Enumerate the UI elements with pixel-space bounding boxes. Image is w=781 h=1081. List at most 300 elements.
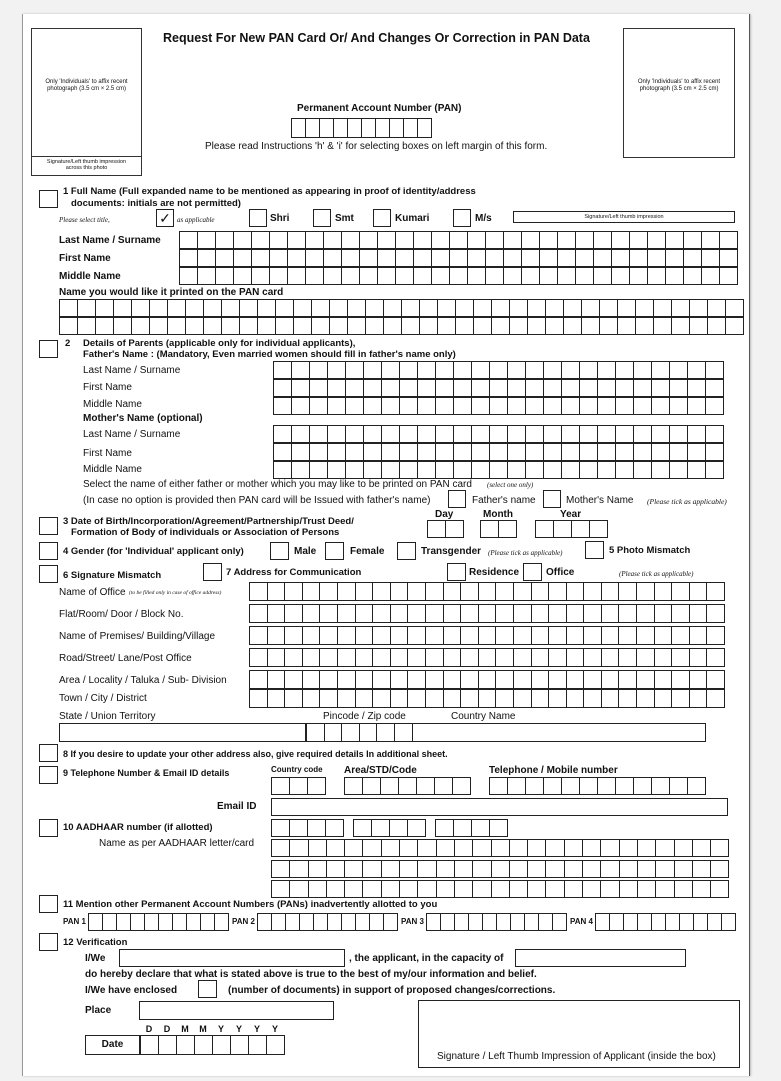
- char-cell[interactable]: [544, 397, 562, 415]
- char-cell[interactable]: [637, 670, 655, 689]
- char-cell[interactable]: [562, 425, 580, 443]
- char-cell[interactable]: [634, 777, 652, 795]
- char-cell[interactable]: [469, 913, 483, 931]
- char-cell[interactable]: [690, 648, 708, 667]
- char-cell[interactable]: [540, 267, 558, 285]
- char-cell[interactable]: [690, 689, 708, 708]
- char-cell[interactable]: [454, 425, 472, 443]
- char-cell[interactable]: [285, 626, 303, 645]
- section7-margin-box[interactable]: [203, 563, 222, 581]
- country-input[interactable]: [412, 723, 706, 742]
- char-cell[interactable]: [258, 913, 272, 931]
- char-cell[interactable]: [308, 777, 326, 795]
- char-cell[interactable]: [428, 520, 446, 538]
- char-cell[interactable]: [320, 118, 334, 138]
- char-cell[interactable]: [720, 231, 738, 249]
- char-cell[interactable]: [562, 361, 580, 379]
- section3-margin-box[interactable]: [39, 517, 58, 535]
- char-cell[interactable]: [250, 582, 268, 601]
- char-cell[interactable]: [342, 913, 356, 931]
- char-cell[interactable]: [511, 913, 525, 931]
- aadhaar-boxes-1[interactable]: [271, 819, 344, 837]
- char-cell[interactable]: [395, 723, 413, 742]
- char-cell[interactable]: [504, 267, 522, 285]
- char-cell[interactable]: [468, 267, 486, 285]
- char-cell[interactable]: [522, 231, 540, 249]
- char-cell[interactable]: [320, 626, 338, 645]
- char-cell[interactable]: [320, 670, 338, 689]
- char-cell[interactable]: [78, 299, 96, 317]
- char-cell[interactable]: [96, 317, 114, 335]
- char-cell[interactable]: [384, 913, 398, 931]
- char-cell[interactable]: [330, 299, 348, 317]
- char-cell[interactable]: [180, 231, 198, 249]
- char-cell[interactable]: [684, 267, 702, 285]
- char-cell[interactable]: [528, 860, 546, 878]
- place-input[interactable]: [139, 1001, 334, 1020]
- char-cell[interactable]: [373, 626, 391, 645]
- char-cell[interactable]: [544, 443, 562, 461]
- char-cell[interactable]: [722, 913, 736, 931]
- char-cell[interactable]: [418, 461, 436, 479]
- char-cell[interactable]: [300, 913, 314, 931]
- char-cell[interactable]: [345, 839, 363, 857]
- char-cell[interactable]: [455, 880, 473, 898]
- char-cell[interactable]: [437, 880, 455, 898]
- char-cell[interactable]: [303, 626, 321, 645]
- char-cell[interactable]: [584, 689, 602, 708]
- char-cell[interactable]: [473, 839, 491, 857]
- char-cell[interactable]: [338, 604, 356, 623]
- char-cell[interactable]: [565, 860, 583, 878]
- char-cell[interactable]: [544, 461, 562, 479]
- char-cell[interactable]: [231, 1035, 249, 1055]
- char-cell[interactable]: [328, 361, 346, 379]
- char-cell[interactable]: [630, 231, 648, 249]
- char-cell[interactable]: [666, 249, 684, 267]
- char-cell[interactable]: [706, 461, 724, 479]
- char-cell[interactable]: [461, 670, 479, 689]
- char-cell[interactable]: [694, 913, 708, 931]
- char-cell[interactable]: [461, 626, 479, 645]
- char-cell[interactable]: [145, 913, 159, 931]
- char-cell[interactable]: [707, 626, 725, 645]
- char-cell[interactable]: [672, 317, 690, 335]
- char-cell[interactable]: [544, 425, 562, 443]
- char-cell[interactable]: [268, 670, 286, 689]
- char-cell[interactable]: [454, 461, 472, 479]
- char-cell[interactable]: [455, 839, 473, 857]
- char-cell[interactable]: [490, 777, 508, 795]
- char-cell[interactable]: [472, 397, 490, 415]
- char-cell[interactable]: [366, 317, 384, 335]
- char-cell[interactable]: [652, 379, 670, 397]
- char-cell[interactable]: [620, 880, 638, 898]
- char-cell[interactable]: [564, 299, 582, 317]
- char-cell[interactable]: [408, 604, 426, 623]
- char-cell[interactable]: [688, 397, 706, 415]
- char-cell[interactable]: [526, 461, 544, 479]
- char-cell[interactable]: [580, 361, 598, 379]
- char-cell[interactable]: [117, 913, 131, 931]
- char-cell[interactable]: [285, 604, 303, 623]
- char-cell[interactable]: [598, 397, 616, 415]
- printed-name-boxes-row2[interactable]: [59, 317, 744, 335]
- char-cell[interactable]: [711, 880, 729, 898]
- char-cell[interactable]: [472, 361, 490, 379]
- gender-male-checkbox[interactable]: [270, 542, 289, 560]
- char-cell[interactable]: [616, 443, 634, 461]
- signature-strip-right[interactable]: [513, 211, 735, 223]
- char-cell[interactable]: [250, 626, 268, 645]
- char-cell[interactable]: [453, 777, 471, 795]
- char-cell[interactable]: [526, 443, 544, 461]
- char-cell[interactable]: [303, 670, 321, 689]
- char-cell[interactable]: [666, 267, 684, 285]
- char-cell[interactable]: [159, 913, 173, 931]
- char-cell[interactable]: [310, 443, 328, 461]
- char-cell[interactable]: [306, 249, 324, 267]
- char-cell[interactable]: [602, 604, 620, 623]
- char-cell[interactable]: [436, 425, 454, 443]
- char-cell[interactable]: [309, 839, 327, 857]
- char-cell[interactable]: [274, 443, 292, 461]
- char-cell[interactable]: [540, 231, 558, 249]
- pan3-boxes[interactable]: [426, 913, 567, 931]
- char-cell[interactable]: [437, 839, 455, 857]
- char-cell[interactable]: [526, 379, 544, 397]
- char-cell[interactable]: [348, 317, 366, 335]
- char-cell[interactable]: [364, 379, 382, 397]
- char-cell[interactable]: [438, 299, 456, 317]
- char-cell[interactable]: [474, 317, 492, 335]
- char-cell[interactable]: [288, 267, 306, 285]
- char-cell[interactable]: [473, 860, 491, 878]
- char-cell[interactable]: [216, 249, 234, 267]
- char-cell[interactable]: [288, 231, 306, 249]
- char-cell[interactable]: [186, 317, 204, 335]
- char-cell[interactable]: [638, 860, 656, 878]
- char-cell[interactable]: [290, 839, 308, 857]
- char-cell[interactable]: [276, 317, 294, 335]
- section11-margin-box[interactable]: [39, 895, 58, 913]
- char-cell[interactable]: [616, 397, 634, 415]
- char-cell[interactable]: [580, 397, 598, 415]
- char-cell[interactable]: [652, 461, 670, 479]
- char-cell[interactable]: [510, 880, 528, 898]
- char-cell[interactable]: [270, 231, 288, 249]
- char-cell[interactable]: [342, 231, 360, 249]
- char-cell[interactable]: [504, 249, 522, 267]
- char-cell[interactable]: [584, 582, 602, 601]
- char-cell[interactable]: [307, 723, 325, 742]
- char-cell[interactable]: [330, 317, 348, 335]
- char-cell[interactable]: [268, 648, 286, 667]
- char-cell[interactable]: [580, 443, 598, 461]
- char-cell[interactable]: [618, 317, 636, 335]
- char-cell[interactable]: [654, 299, 672, 317]
- char-cell[interactable]: [549, 670, 567, 689]
- char-cell[interactable]: [391, 582, 409, 601]
- char-cell[interactable]: [711, 839, 729, 857]
- char-cell[interactable]: [272, 860, 290, 878]
- char-cell[interactable]: [414, 249, 432, 267]
- char-cell[interactable]: [670, 777, 688, 795]
- char-cell[interactable]: [690, 299, 708, 317]
- char-cell[interactable]: [327, 880, 345, 898]
- char-cell[interactable]: [652, 443, 670, 461]
- char-cell[interactable]: [114, 317, 132, 335]
- char-cell[interactable]: [562, 397, 580, 415]
- char-cell[interactable]: [580, 461, 598, 479]
- char-cell[interactable]: [384, 317, 402, 335]
- char-cell[interactable]: [602, 670, 620, 689]
- char-cell[interactable]: [693, 860, 711, 878]
- char-cell[interactable]: [274, 461, 292, 479]
- father-name-checkbox[interactable]: [448, 490, 466, 508]
- char-cell[interactable]: [492, 317, 510, 335]
- char-cell[interactable]: [619, 626, 637, 645]
- char-cell[interactable]: [461, 648, 479, 667]
- char-cell[interactable]: [342, 723, 360, 742]
- char-cell[interactable]: [320, 604, 338, 623]
- char-cell[interactable]: [702, 231, 720, 249]
- char-cell[interactable]: [655, 582, 673, 601]
- char-cell[interactable]: [441, 913, 455, 931]
- char-cell[interactable]: [656, 860, 674, 878]
- char-cell[interactable]: [378, 249, 396, 267]
- char-cell[interactable]: [168, 299, 186, 317]
- char-cell[interactable]: [234, 249, 252, 267]
- dob-month-boxes[interactable]: [480, 520, 517, 538]
- char-cell[interactable]: [706, 379, 724, 397]
- char-cell[interactable]: [249, 1035, 267, 1055]
- char-cell[interactable]: [450, 267, 468, 285]
- char-cell[interactable]: [562, 379, 580, 397]
- char-cell[interactable]: [356, 670, 374, 689]
- char-cell[interactable]: [634, 361, 652, 379]
- char-cell[interactable]: [472, 379, 490, 397]
- char-cell[interactable]: [596, 913, 610, 931]
- char-cell[interactable]: [474, 299, 492, 317]
- char-cell[interactable]: [320, 582, 338, 601]
- char-cell[interactable]: [522, 249, 540, 267]
- char-cell[interactable]: [294, 299, 312, 317]
- char-cell[interactable]: [292, 461, 310, 479]
- char-cell[interactable]: [610, 913, 624, 931]
- char-cell[interactable]: [544, 777, 562, 795]
- title-smt-checkbox[interactable]: [313, 209, 331, 227]
- aadhaar-name-boxes-3[interactable]: [271, 880, 729, 898]
- char-cell[interactable]: [338, 648, 356, 667]
- char-cell[interactable]: [580, 425, 598, 443]
- char-cell[interactable]: [601, 860, 619, 878]
- char-cell[interactable]: [325, 723, 343, 742]
- section10-margin-box[interactable]: [39, 819, 58, 837]
- char-cell[interactable]: [364, 461, 382, 479]
- char-cell[interactable]: [444, 689, 462, 708]
- char-cell[interactable]: [638, 913, 652, 931]
- char-cell[interactable]: [670, 443, 688, 461]
- char-cell[interactable]: [528, 299, 546, 317]
- char-cell[interactable]: [306, 118, 320, 138]
- char-cell[interactable]: [418, 443, 436, 461]
- char-cell[interactable]: [601, 839, 619, 857]
- char-cell[interactable]: [504, 231, 522, 249]
- char-cell[interactable]: [408, 689, 426, 708]
- address-office-checkbox[interactable]: [523, 563, 542, 581]
- char-cell[interactable]: [539, 913, 553, 931]
- char-cell[interactable]: [114, 299, 132, 317]
- char-cell[interactable]: [438, 317, 456, 335]
- char-cell[interactable]: [720, 267, 738, 285]
- char-cell[interactable]: [688, 777, 706, 795]
- char-cell[interactable]: [594, 267, 612, 285]
- char-cell[interactable]: [584, 648, 602, 667]
- char-cell[interactable]: [648, 267, 666, 285]
- char-cell[interactable]: [168, 317, 186, 335]
- char-cell[interactable]: [684, 249, 702, 267]
- char-cell[interactable]: [436, 361, 454, 379]
- char-cell[interactable]: [583, 860, 601, 878]
- char-cell[interactable]: [382, 461, 400, 479]
- char-cell[interactable]: [708, 317, 726, 335]
- char-cell[interactable]: [655, 689, 673, 708]
- char-cell[interactable]: [630, 267, 648, 285]
- telephone-boxes[interactable]: [489, 777, 706, 795]
- char-cell[interactable]: [418, 425, 436, 443]
- char-cell[interactable]: [508, 425, 526, 443]
- char-cell[interactable]: [619, 670, 637, 689]
- char-cell[interactable]: [576, 231, 594, 249]
- char-cell[interactable]: [356, 604, 374, 623]
- char-cell[interactable]: [526, 777, 544, 795]
- char-cell[interactable]: [390, 118, 404, 138]
- char-cell[interactable]: [436, 819, 454, 837]
- char-cell[interactable]: [711, 860, 729, 878]
- char-cell[interactable]: [327, 860, 345, 878]
- char-cell[interactable]: [364, 443, 382, 461]
- char-cell[interactable]: [432, 249, 450, 267]
- section6-margin-box[interactable]: [39, 565, 58, 583]
- gender-transgender-checkbox[interactable]: [397, 542, 416, 560]
- char-cell[interactable]: [526, 397, 544, 415]
- char-cell[interactable]: [391, 670, 409, 689]
- char-cell[interactable]: [396, 249, 414, 267]
- char-cell[interactable]: [634, 397, 652, 415]
- country-code-boxes[interactable]: [271, 777, 326, 795]
- char-cell[interactable]: [303, 582, 321, 601]
- char-cell[interactable]: [602, 689, 620, 708]
- char-cell[interactable]: [373, 689, 391, 708]
- char-cell[interactable]: [702, 267, 720, 285]
- char-cell[interactable]: [400, 397, 418, 415]
- char-cell[interactable]: [376, 118, 390, 138]
- char-cell[interactable]: [594, 249, 612, 267]
- char-cell[interactable]: [598, 461, 616, 479]
- char-cell[interactable]: [666, 913, 680, 931]
- char-cell[interactable]: [454, 361, 472, 379]
- char-cell[interactable]: [303, 689, 321, 708]
- char-cell[interactable]: [461, 582, 479, 601]
- char-cell[interactable]: [637, 648, 655, 667]
- char-cell[interactable]: [274, 397, 292, 415]
- char-cell[interactable]: [150, 299, 168, 317]
- char-cell[interactable]: [522, 267, 540, 285]
- char-cell[interactable]: [549, 648, 567, 667]
- char-cell[interactable]: [89, 913, 103, 931]
- char-cell[interactable]: [324, 249, 342, 267]
- char-cell[interactable]: [652, 425, 670, 443]
- char-cell[interactable]: [706, 397, 724, 415]
- char-cell[interactable]: [620, 839, 638, 857]
- s1-first-name-boxes[interactable]: [179, 249, 738, 267]
- char-cell[interactable]: [444, 604, 462, 623]
- char-cell[interactable]: [285, 648, 303, 667]
- char-cell[interactable]: [400, 461, 418, 479]
- char-cell[interactable]: [655, 626, 673, 645]
- char-cell[interactable]: [497, 913, 511, 931]
- char-cell[interactable]: [672, 582, 690, 601]
- char-cell[interactable]: [473, 880, 491, 898]
- char-cell[interactable]: [195, 1035, 213, 1055]
- char-cell[interactable]: [598, 443, 616, 461]
- char-cell[interactable]: [528, 880, 546, 898]
- char-cell[interactable]: [565, 880, 583, 898]
- char-cell[interactable]: [514, 626, 532, 645]
- char-cell[interactable]: [454, 397, 472, 415]
- premises-boxes[interactable]: [249, 626, 725, 645]
- section5-margin-box[interactable]: [585, 541, 604, 559]
- char-cell[interactable]: [672, 689, 690, 708]
- char-cell[interactable]: [363, 880, 381, 898]
- char-cell[interactable]: [656, 839, 674, 857]
- char-cell[interactable]: [486, 267, 504, 285]
- char-cell[interactable]: [638, 839, 656, 857]
- char-cell[interactable]: [418, 397, 436, 415]
- char-cell[interactable]: [360, 249, 378, 267]
- char-cell[interactable]: [250, 670, 268, 689]
- char-cell[interactable]: [426, 604, 444, 623]
- aadhaar-boxes-2[interactable]: [353, 819, 426, 837]
- char-cell[interactable]: [360, 723, 378, 742]
- title-kumari-checkbox[interactable]: [373, 209, 391, 227]
- char-cell[interactable]: [285, 582, 303, 601]
- char-cell[interactable]: [312, 299, 330, 317]
- char-cell[interactable]: [492, 839, 510, 857]
- char-cell[interactable]: [391, 648, 409, 667]
- char-cell[interactable]: [180, 267, 198, 285]
- char-cell[interactable]: [456, 317, 474, 335]
- char-cell[interactable]: [492, 299, 510, 317]
- capacity-input[interactable]: [515, 949, 686, 967]
- char-cell[interactable]: [670, 397, 688, 415]
- char-cell[interactable]: [637, 604, 655, 623]
- char-cell[interactable]: [432, 231, 450, 249]
- char-cell[interactable]: [655, 670, 673, 689]
- char-cell[interactable]: [444, 582, 462, 601]
- char-cell[interactable]: [558, 267, 576, 285]
- char-cell[interactable]: [370, 913, 384, 931]
- char-cell[interactable]: [634, 425, 652, 443]
- char-cell[interactable]: [198, 267, 216, 285]
- char-cell[interactable]: [670, 461, 688, 479]
- char-cell[interactable]: [636, 299, 654, 317]
- char-cell[interactable]: [634, 443, 652, 461]
- char-cell[interactable]: [624, 913, 638, 931]
- char-cell[interactable]: [274, 425, 292, 443]
- char-cell[interactable]: [558, 231, 576, 249]
